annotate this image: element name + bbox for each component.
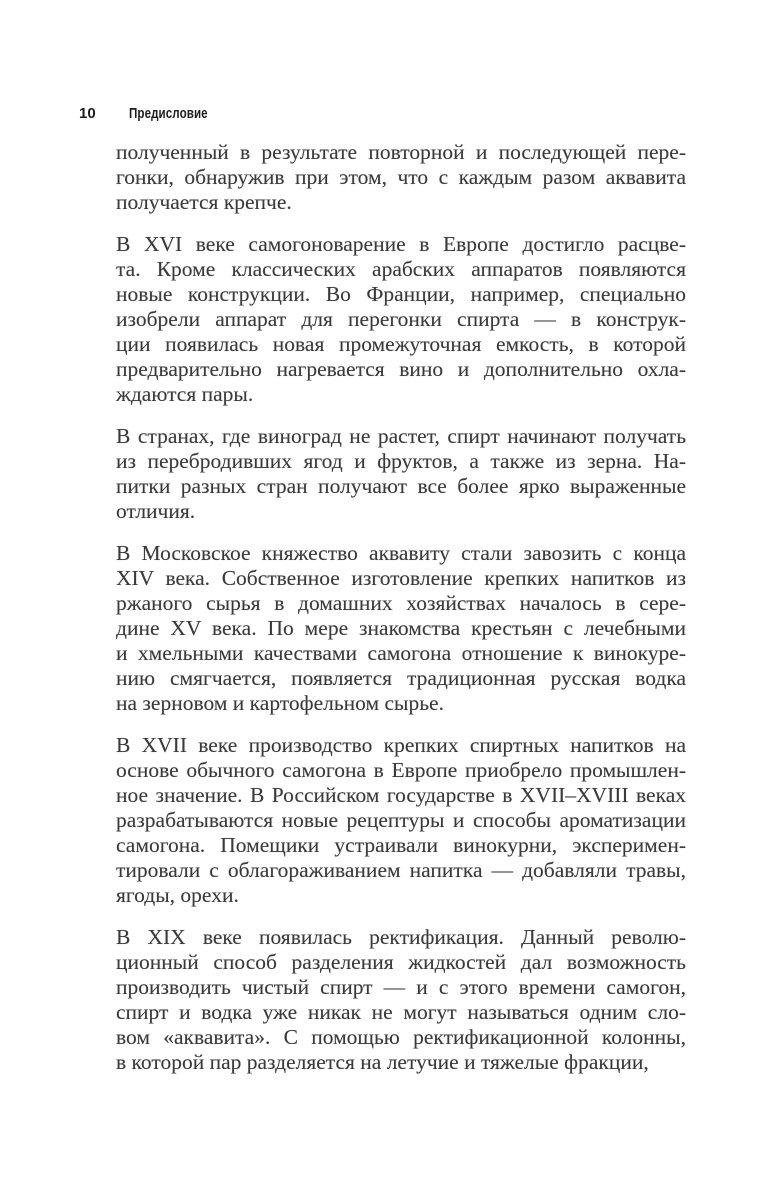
text-line: ржаного сырья в домашних хозяйствах началось в сере- <box>116 591 686 615</box>
text-line: В странах, где виноград не растет, спирт начинают получать <box>116 424 686 448</box>
text-line: дине XV века. По мере знакомства крестьян с лечебными <box>116 616 686 640</box>
text-line: изобрели аппарат для перегонки спирта — в конструк- <box>116 307 686 331</box>
page-header <box>79 106 227 122</box>
text-line: разрабатываются новые рецептуры и способы ароматизации <box>116 808 686 832</box>
text-line: В XVI веке самогоноварение в Европе достигло расцве- <box>116 232 686 256</box>
text-line: гонки, обнаружив при этом, что с каждым разом аквавита <box>116 165 686 189</box>
paragraph <box>116 424 686 524</box>
paragraph <box>116 733 686 908</box>
running-title: Предисловие <box>128 106 208 122</box>
page-number: 10 <box>79 105 96 122</box>
text-line: В XIX веке появилась ректификация. Данный револю- <box>116 925 686 949</box>
text-line: основе обычного самогона в Европе приобрело промышлен- <box>116 758 686 782</box>
text-line: ции появилась новая промежуточная емкость, в которой <box>116 332 686 356</box>
text-line: новые конструкции. Во Франции, например, специально <box>116 282 686 306</box>
text-line: ционный способ разделения жидкостей дал возможность <box>116 950 686 974</box>
paragraph <box>116 232 686 407</box>
text-line: нию смягчается, появляется традиционная русская водка <box>116 666 686 690</box>
text-line: самогона. Помещики устраивали винокурни, эксперимен- <box>116 833 686 857</box>
paragraph <box>116 140 686 215</box>
text-line: В Московское княжество аквавиту стали завозить с конца <box>116 541 686 565</box>
text-line: тировали с облагораживанием напитка — добавляли травы, <box>116 858 686 882</box>
text-line: XIV века. Собственное изготовление крепких напитков из <box>116 566 686 590</box>
text-line: та. Кроме классических арабских аппаратов появляются <box>116 257 686 281</box>
text-line: спирт и водка уже никак не могут называться одним сло- <box>116 1000 686 1024</box>
text-line: вом «аквавита». С помощью ректификационной колонны, <box>116 1025 686 1049</box>
text-line: производить чистый спирт — и с этого времени самогон, <box>116 975 686 999</box>
text-line: в которой пар разделяется на летучие и тяжелые фракции, <box>116 1050 649 1074</box>
text-line: В XVII веке производство крепких спиртных напитков на <box>116 733 686 757</box>
text-line: питки разных стран получают все более ярко выраженные <box>116 474 686 498</box>
text-line: получается крепче. <box>116 190 292 214</box>
text-line: предварительно нагревается вино и дополнительно охла- <box>116 357 686 381</box>
body-text <box>116 140 686 1075</box>
text-line: и хмельными качествами самогона отношение к винокуре- <box>116 641 686 665</box>
paragraph <box>116 541 686 716</box>
text-line: из перебродивших ягод и фруктов, а также из зерна. На- <box>116 449 686 473</box>
text-line: ждаются пары. <box>116 382 254 406</box>
text-line: на зерновом и картофельном сырье. <box>116 691 444 715</box>
paragraph <box>116 925 686 1075</box>
text-line: полученный в результате повторной и последующей пере- <box>116 140 686 164</box>
text-line: ягоды, орехи. <box>116 883 239 907</box>
text-line: отличия. <box>116 499 196 523</box>
text-line: ное значение. В Российском государстве в XVII–XVIII веках <box>116 783 686 807</box>
